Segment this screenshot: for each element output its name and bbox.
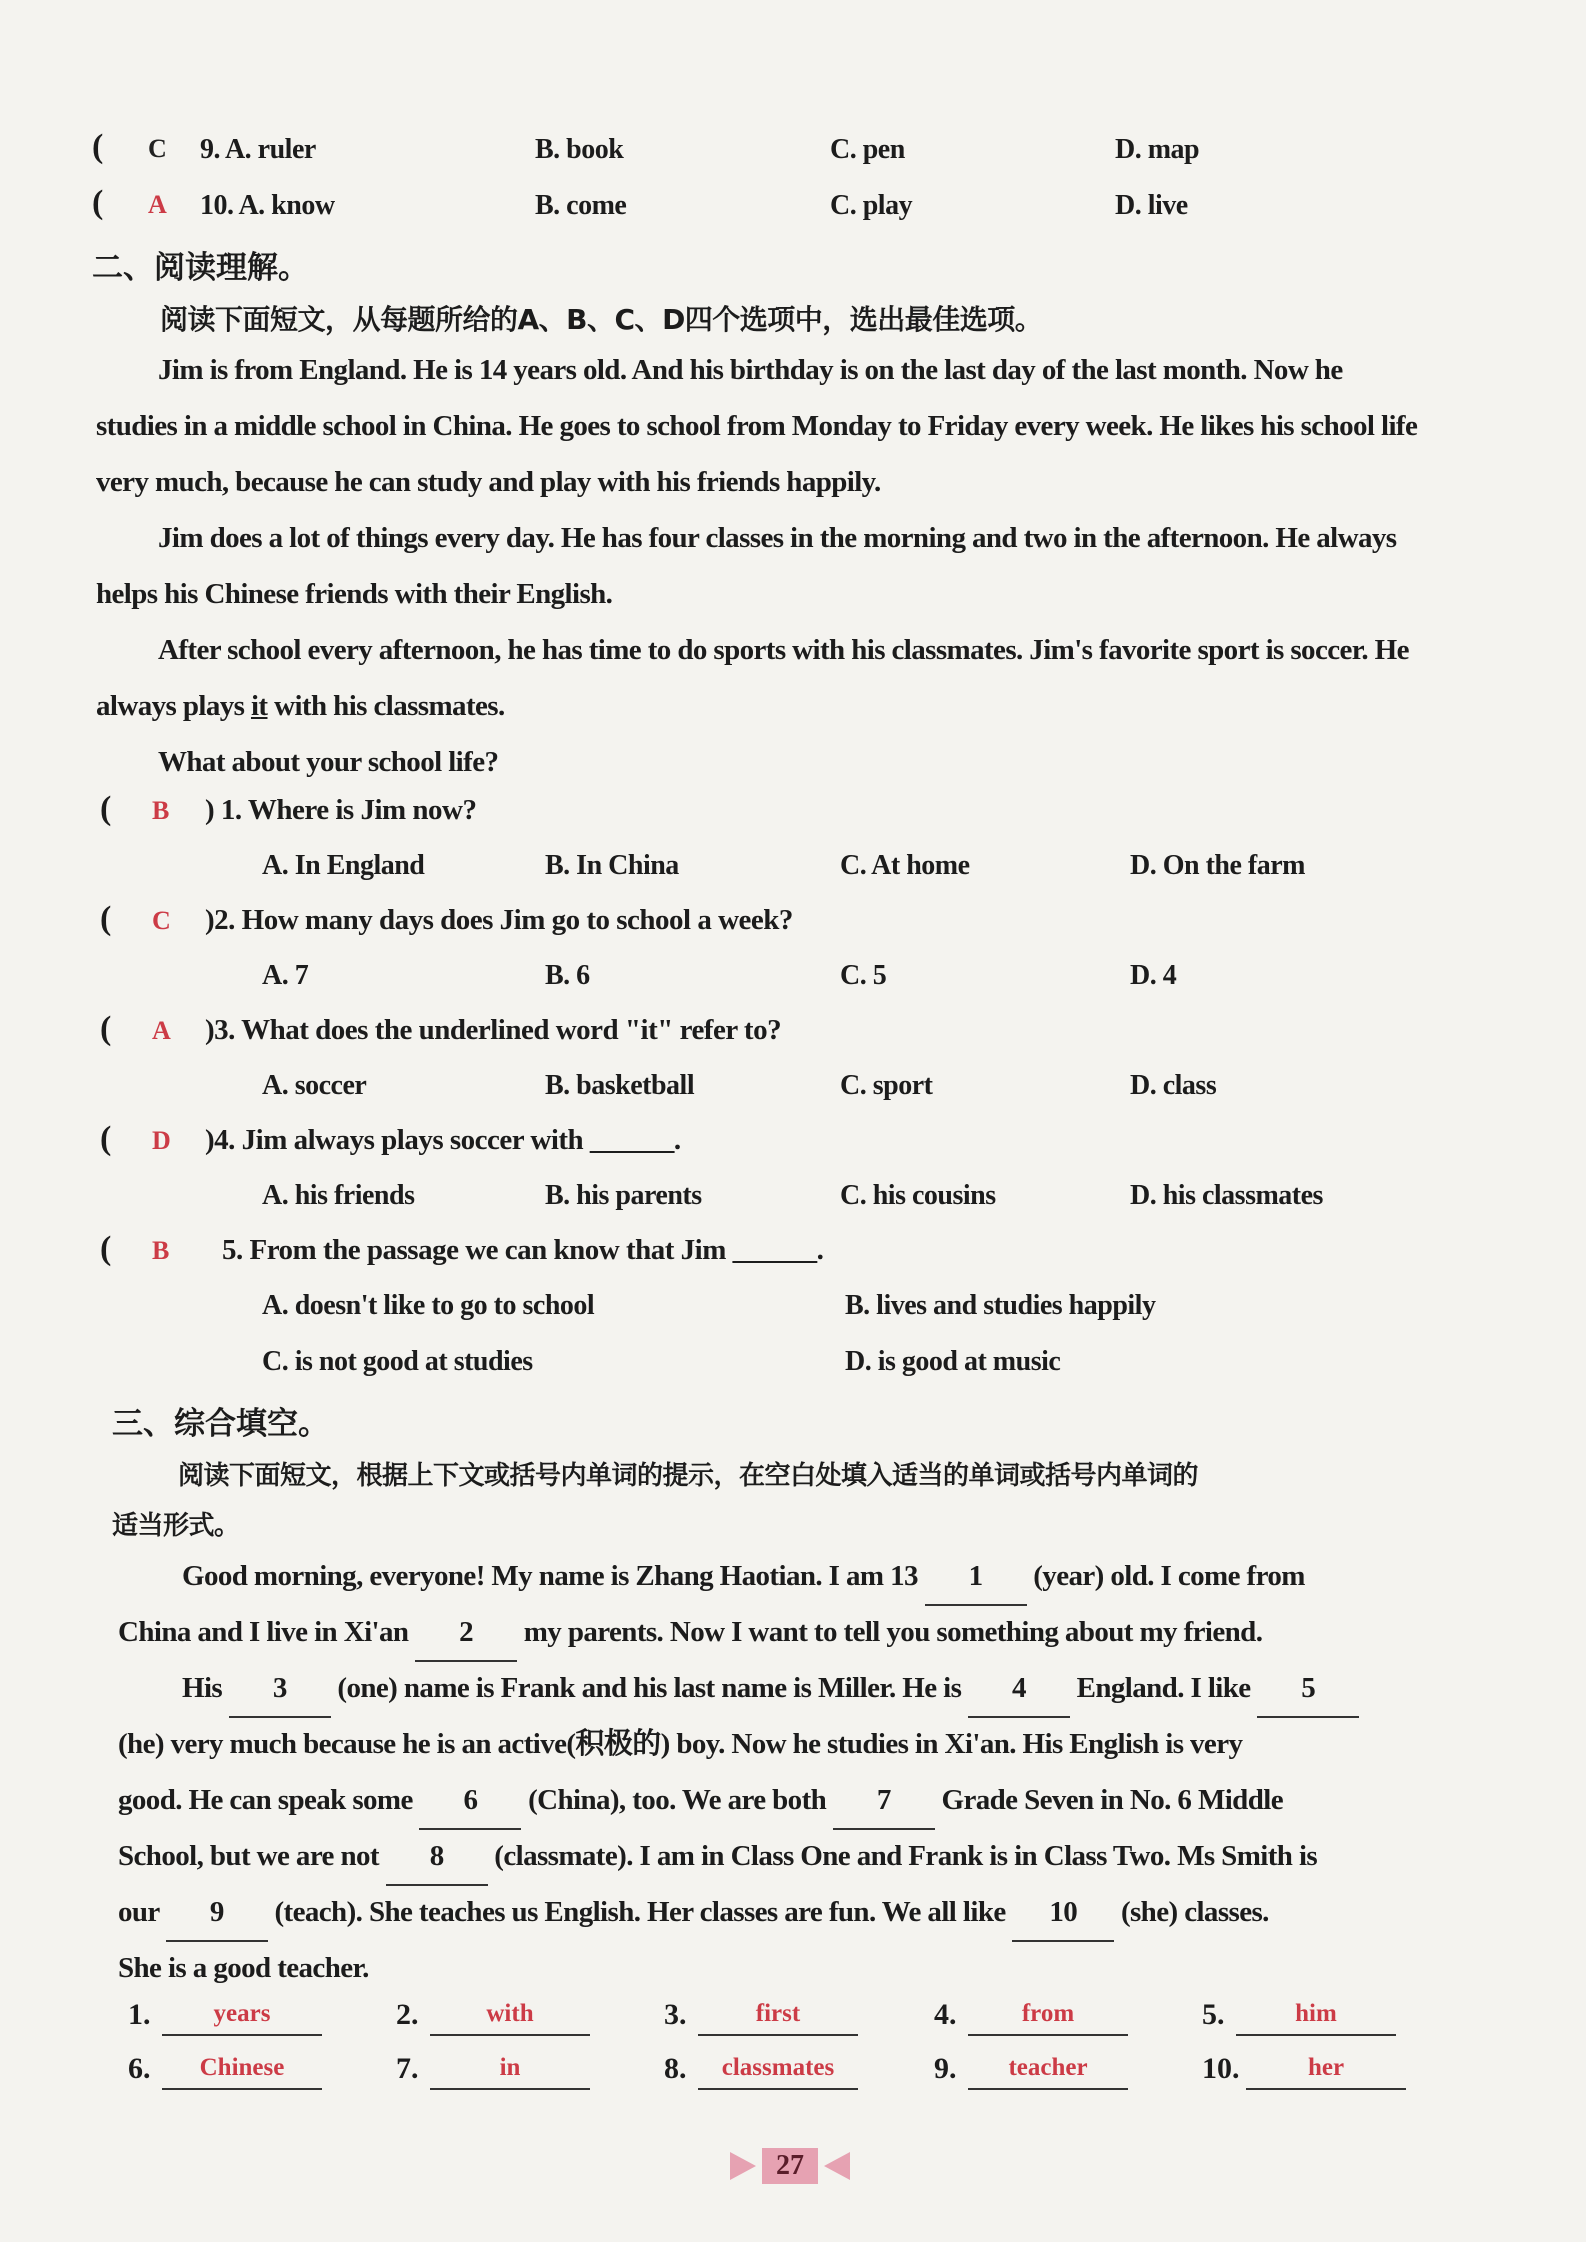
option-a: A. his friends — [262, 1180, 415, 1211]
page-number: 27 — [762, 2148, 818, 2184]
answer-line-9 — [968, 2048, 1128, 2090]
question-5 — [0, 1230, 1586, 1286]
underlined-it: it — [250, 690, 268, 722]
cloze-text: (year) old. I come from — [1033, 1560, 1305, 1592]
section-2-title: 二、阅读理解。 — [92, 250, 309, 286]
open-paren: ( — [92, 128, 104, 165]
option-b: B. In China — [545, 850, 679, 881]
section-3-instruction-cont: 适当形式。 — [112, 1511, 240, 1541]
passage-paragraph-2: Jim does a lot of things every day. He has four classes in the morning and two in the afternoon. He always helps his Chinese friends with their English. — [96, 522, 1397, 610]
option-d: D. class — [1130, 1070, 1217, 1101]
cloze-line-3 — [182, 1660, 1359, 1718]
cloze-blank-1: 1 — [925, 1548, 1027, 1606]
answer-value: her — [1307, 2054, 1345, 2081]
option-d: D. is good at music — [845, 1346, 1061, 1377]
arrow-left-icon — [824, 2152, 850, 2180]
answer-line-3 — [698, 1994, 858, 2036]
answer-value: in — [499, 2054, 521, 2081]
cloze-text: His — [182, 1672, 223, 1704]
arrow-right-icon — [730, 2152, 756, 2180]
answer-num-1: 1. — [128, 1998, 151, 2031]
answer-line-10 — [1246, 2048, 1406, 2090]
question-2-options — [0, 956, 1586, 1012]
option-d: D. On the farm — [1130, 850, 1305, 881]
question-5-options-row2 — [0, 1342, 1586, 1398]
section-3-title: 三、综合填空。 — [112, 1406, 329, 1442]
option-b: B. 6 — [545, 960, 590, 991]
option-d: D. live — [1115, 190, 1188, 221]
page-number-badge — [710, 2142, 870, 2190]
answer-line-5 — [1236, 1994, 1396, 2036]
cloze-blank-8: 8 — [386, 1828, 488, 1886]
answer-value: from — [1021, 2000, 1075, 2027]
cloze-line-4: (he) very much because he is an active(积极的) boy. Now he studies in Xi'an. His English is very — [118, 1728, 1243, 1760]
question-text: 5. From the passage we can know that Jim ______. — [222, 1234, 824, 1266]
question-4-options — [0, 1176, 1586, 1232]
answer-num-3: 3. — [664, 1998, 687, 2031]
question-3-options — [0, 1066, 1586, 1122]
cloze-text: (one) name is Frank and his last name is Miller. He is — [337, 1672, 962, 1704]
answer-line-1 — [162, 1994, 322, 2036]
answer-line-7 — [430, 2048, 590, 2090]
open-paren: ( — [100, 900, 112, 937]
answer-mark: A — [152, 1016, 171, 1045]
section-2-instruction: 阅读下面短文，从每题所给的A、B、C、D四个选项中，选出最佳选项。 — [160, 303, 1043, 336]
answer-value: Chinese — [199, 2054, 285, 2081]
answer-mark: C — [148, 134, 167, 163]
option-a: A. soccer — [262, 1070, 367, 1101]
question-5-options-row1 — [0, 1286, 1586, 1342]
cloze-blank-10: 10 — [1012, 1884, 1114, 1942]
answer-num-2: 2. — [396, 1998, 419, 2031]
option-a: 10. A. know — [200, 190, 335, 221]
answer-mark: A — [148, 190, 167, 219]
option-c: C. 5 — [840, 960, 887, 991]
cloze-line-1 — [182, 1548, 1305, 1606]
open-paren: ( — [92, 184, 104, 221]
cloze-text: (classmate). I am in Class One and Frank is in Class Two. Ms Smith is — [494, 1840, 1318, 1872]
passage-paragraph-1: Jim is from England. He is 14 years old. And his birthday is on the last day of the last month. Now he studies in a middle school in China. He goes to school from Monday to Friday every week. He likes his school life very much, because he can study and play with his friends happily. — [96, 354, 1418, 498]
option-b: B. lives and studies happily — [845, 1290, 1156, 1321]
question-4 — [0, 1120, 1586, 1176]
item-row-10 — [0, 184, 1586, 240]
question-text: )3. What does the underlined word "it" refer to? — [205, 1014, 782, 1046]
question-3 — [0, 1010, 1586, 1066]
question-text: )4. Jim always plays soccer with ______. — [205, 1124, 681, 1156]
answer-line-8 — [698, 2048, 858, 2090]
cloze-line-2 — [118, 1604, 1262, 1662]
answer-value: him — [1295, 2000, 1337, 2027]
option-c: C. At home — [840, 850, 970, 881]
item-row-9 — [0, 128, 1586, 184]
option-a: A. 7 — [262, 960, 309, 991]
section-3-instruction: 阅读下面短文，根据上下文或括号内单词的提示，在空白处填入适当的单词或括号内单词的 — [178, 1461, 1199, 1491]
option-c: C. is not good at studies — [262, 1346, 533, 1377]
answer-num-10: 10. — [1202, 2052, 1240, 2085]
cloze-text: Grade Seven in No. 6 Middle — [941, 1784, 1283, 1816]
answer-num-6: 6. — [128, 2052, 151, 2085]
answer-num-4: 4. — [934, 1998, 957, 2031]
option-c: C. pen — [830, 134, 905, 165]
open-paren: ( — [100, 790, 112, 827]
question-text: )2. How many days does Jim go to school a week? — [205, 904, 793, 936]
option-a: 9. A. ruler — [200, 134, 316, 165]
cloze-line-7 — [118, 1884, 1269, 1942]
answer-value: years — [213, 2000, 271, 2027]
cloze-text: (she) classes. — [1120, 1896, 1269, 1928]
passage-paragraph-4: What about your school life? — [158, 746, 499, 778]
option-d: D. 4 — [1130, 960, 1177, 991]
cloze-line-6 — [118, 1828, 1317, 1886]
cloze-text: China and I live in Xi'an — [118, 1616, 409, 1648]
cloze-blank-6: 6 — [419, 1772, 521, 1830]
option-d: D. map — [1115, 134, 1200, 165]
answer-line-2 — [430, 1994, 590, 2036]
option-b: B. basketball — [545, 1070, 695, 1101]
answer-num-8: 8. — [664, 2052, 687, 2085]
answer-mark: D — [152, 1126, 171, 1155]
cloze-blank-7: 7 — [833, 1772, 935, 1830]
option-b: B. book — [535, 134, 624, 165]
cloze-blank-9: 9 — [166, 1884, 268, 1942]
cloze-text: good. He can speak some — [118, 1784, 413, 1816]
option-c: C. his cousins — [840, 1180, 996, 1211]
answer-value: with — [486, 2000, 534, 2027]
answer-mark: C — [152, 906, 171, 935]
open-paren: ( — [100, 1120, 112, 1157]
cloze-text: Good morning, everyone! My name is Zhang Haotian. I am 13 — [182, 1560, 918, 1592]
answer-num-5: 5. — [1202, 1998, 1225, 2031]
answer-value: first — [755, 2000, 801, 2027]
cloze-text: England. I like — [1076, 1672, 1251, 1704]
answer-mark: B — [152, 796, 170, 825]
cloze-blank-4: 4 — [968, 1660, 1070, 1718]
paragraph-3-tail: with his classmates. — [267, 690, 505, 722]
question-2 — [0, 900, 1586, 956]
answer-num-9: 9. — [934, 2052, 957, 2085]
cloze-text: our — [118, 1896, 160, 1928]
option-c: C. sport — [840, 1070, 933, 1101]
answer-mark: B — [152, 1236, 170, 1265]
cloze-text: (China), too. We are both — [528, 1784, 827, 1816]
paragraph-3-text: After school every afternoon, he has time to do sports with his classmates. Jim's favorite sport is soccer. He always plays — [96, 634, 1409, 722]
answer-num-7: 7. — [396, 2052, 419, 2085]
answer-line-6 — [162, 2048, 322, 2090]
cloze-blank-3: 3 — [229, 1660, 331, 1718]
option-a: A. doesn't like to go to school — [262, 1290, 595, 1321]
cloze-blank-5: 5 — [1257, 1660, 1359, 1718]
cloze-text: my parents. Now I want to tell you something about my friend. — [523, 1616, 1263, 1648]
cloze-text: (teach). She teaches us English. Her classes are fun. We all like — [274, 1896, 1006, 1928]
option-a: A. In England — [262, 850, 425, 881]
option-c: C. play — [830, 190, 913, 221]
open-paren: ( — [100, 1010, 112, 1047]
answer-line-4 — [968, 1994, 1128, 2036]
cloze-line-8: She is a good teacher. — [118, 1952, 369, 1984]
cloze-blank-2: 2 — [415, 1604, 517, 1662]
question-text: ) 1. Where is Jim now? — [205, 794, 477, 826]
cloze-line-5 — [118, 1772, 1283, 1830]
answer-value: teacher — [1008, 2054, 1088, 2081]
cloze-text: School, but we are not — [118, 1840, 379, 1872]
question-1-options — [0, 846, 1586, 902]
option-d: D. his classmates — [1130, 1180, 1323, 1211]
open-paren: ( — [100, 1230, 112, 1267]
option-b: B. come — [535, 190, 627, 221]
passage-paragraph-3 — [96, 622, 1426, 734]
option-b: B. his parents — [545, 1180, 702, 1211]
question-1 — [0, 790, 1586, 846]
answer-value: classmates — [721, 2054, 835, 2081]
